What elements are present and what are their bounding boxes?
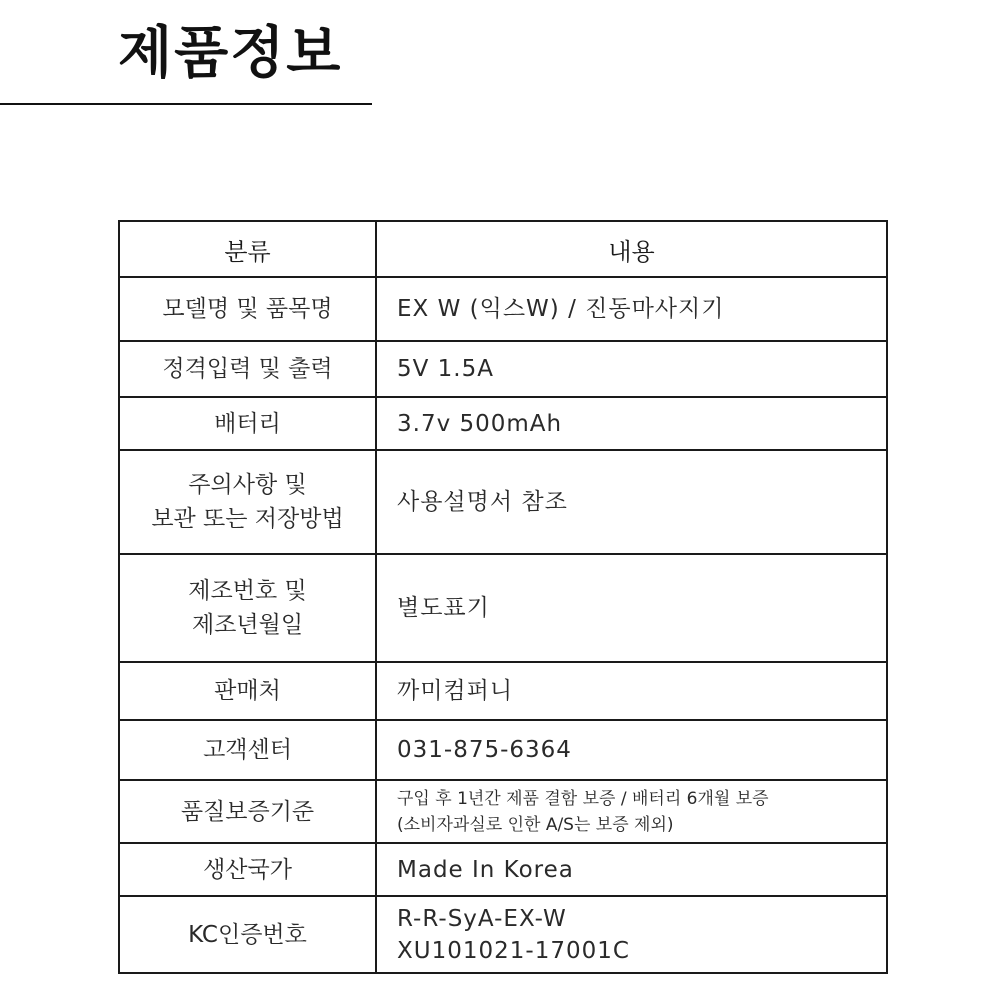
row-value bbox=[376, 277, 887, 341]
table-row bbox=[119, 843, 887, 896]
row-value bbox=[376, 843, 887, 896]
row-category bbox=[119, 450, 376, 554]
value-text: EX W (익스W) / 진동마사지기 bbox=[397, 296, 725, 322]
value-text: 까미컴퍼니 bbox=[397, 678, 514, 704]
row-category bbox=[119, 843, 376, 896]
table-row bbox=[119, 450, 887, 554]
table-row bbox=[119, 720, 887, 780]
title-divider bbox=[0, 103, 372, 105]
row-category bbox=[119, 277, 376, 341]
category-text: KC인증번호 bbox=[188, 921, 307, 948]
category-text: 제조년월일 bbox=[191, 612, 304, 638]
value-text: 3.7v 500mAh bbox=[397, 410, 563, 437]
row-value bbox=[376, 780, 887, 843]
category-text: 모델명 및 품목명 bbox=[162, 296, 333, 322]
value-text: Made In Korea bbox=[397, 856, 574, 883]
category-text: 보관 또는 저장방법 bbox=[151, 506, 344, 532]
row-value bbox=[376, 397, 887, 450]
table-row bbox=[119, 662, 887, 720]
row-category bbox=[119, 662, 376, 720]
row-category bbox=[119, 780, 376, 843]
category-text: 생산국가 bbox=[203, 856, 292, 883]
table-row bbox=[119, 780, 887, 843]
table-row bbox=[119, 896, 887, 973]
value-text: (소비자과실로 인한 A/S는 보증 제외) bbox=[397, 814, 674, 835]
category-text: 제조번호 및 bbox=[188, 578, 307, 604]
value-text: 031-875-6364 bbox=[397, 737, 572, 763]
table-row bbox=[119, 554, 887, 662]
row-value bbox=[376, 720, 887, 780]
category-text: 품질보증기준 bbox=[180, 798, 315, 825]
category-text: 판매처 bbox=[214, 678, 281, 704]
row-value bbox=[376, 450, 887, 554]
table-row bbox=[119, 397, 887, 450]
table-header-row bbox=[119, 221, 887, 277]
table-row bbox=[119, 277, 887, 341]
category-text: 배터리 bbox=[214, 410, 281, 437]
header-content: 내용 bbox=[376, 221, 887, 277]
row-value bbox=[376, 662, 887, 720]
category-text: 정격입력 및 출력 bbox=[162, 356, 333, 382]
row-value bbox=[376, 554, 887, 662]
value-text: 5V 1.5A bbox=[397, 356, 494, 382]
table-row bbox=[119, 341, 887, 397]
row-category bbox=[119, 397, 376, 450]
row-category bbox=[119, 341, 376, 397]
row-value bbox=[376, 896, 887, 973]
value-text: 별도표기 bbox=[397, 595, 490, 621]
row-value bbox=[376, 341, 887, 397]
header-category: 분류 bbox=[119, 221, 376, 277]
category-text: 주의사항 및 bbox=[188, 472, 307, 498]
value-text: 구입 후 1년간 제품 결함 보증 / 배터리 6개월 보증 bbox=[397, 788, 769, 809]
category-text: 고객센터 bbox=[203, 737, 292, 763]
row-category bbox=[119, 896, 376, 973]
value-text: R-R-SyA-EX-W bbox=[397, 905, 567, 932]
product-info-table bbox=[118, 220, 888, 974]
value-text: XU101021-17001C bbox=[397, 937, 630, 964]
value-text: 사용설명서 참조 bbox=[397, 489, 568, 515]
row-category bbox=[119, 720, 376, 780]
page-title: 제품정보 bbox=[118, 21, 343, 86]
row-category bbox=[119, 554, 376, 662]
